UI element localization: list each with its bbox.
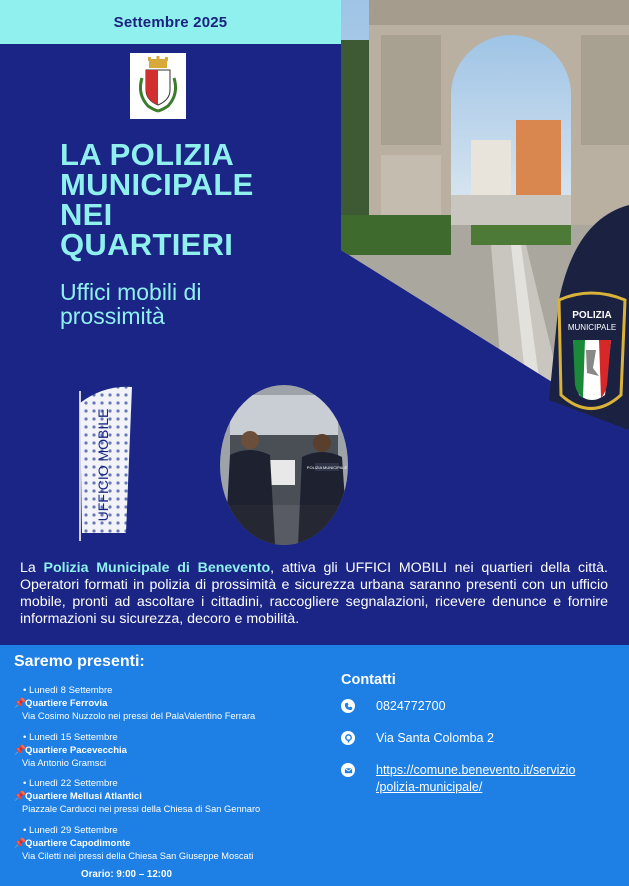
event-quarter-name: Quartiere Ferrovia: [25, 698, 108, 709]
badge-line2: MUNICIPALE: [567, 323, 617, 332]
vest-label: POLIZIA MUNICIPALE: [306, 465, 348, 470]
contact-phone: [341, 698, 446, 715]
schedule-item: [14, 684, 334, 723]
event-quarter-name: Quartiere Capodimonte: [25, 838, 131, 849]
website-link[interactable]: [376, 762, 575, 796]
top-date-band: [0, 0, 341, 44]
info-panel: [0, 645, 629, 886]
event-address: Via Ciletti nei pressi della Chiesa San Giuseppe Moscati: [22, 851, 254, 861]
police-badge: [559, 293, 625, 409]
contact-address: [341, 730, 494, 747]
banner-text: UFFICIO MOBILE: [95, 408, 111, 522]
phone-icon: [341, 699, 355, 713]
event-address: Via Antonio Gramsci: [22, 758, 107, 768]
event-address: Via Cosimo Nuzzolo nei pressi del PalaValentino Ferrara: [22, 711, 256, 721]
pin-icon: 📌: [14, 838, 26, 849]
crest-icon: [134, 56, 182, 116]
title-line: QUARTIERI: [60, 227, 234, 262]
opening-hours: Orario: 9:00 – 12:00: [81, 869, 172, 880]
event-quarter: [14, 790, 334, 803]
pin-icon: 📌: [14, 745, 26, 756]
event-quarter-name: Quartiere Mellusi Atlantici: [25, 791, 142, 802]
arch-photo: [341, 0, 629, 430]
schedule-item: [14, 777, 334, 816]
street-address: Via Santa Colomba 2: [376, 731, 494, 745]
pin-icon: 📌: [14, 791, 26, 802]
event-date: • Lunedì 29 Settembre: [23, 825, 118, 836]
intro-prefix: La: [20, 560, 44, 576]
subtitle-line: prossimità: [60, 303, 165, 329]
event-date: • Lunedì 22 Settembre: [23, 778, 118, 789]
mobile-office-photo: [220, 385, 348, 545]
schedule-item: [14, 824, 334, 863]
contact-website: [341, 762, 575, 796]
event-quarter: [14, 697, 334, 710]
website-line: https://comune.benevento.it/servizio: [376, 763, 576, 777]
mail-icon: [341, 763, 355, 777]
contacts-title: Contatti: [341, 672, 396, 688]
title-line: MUNICIPALE: [60, 167, 254, 202]
phone-number: 0824772700: [376, 699, 446, 713]
intro-org: Polizia Municipale di Benevento: [43, 560, 271, 576]
badge-line1: POLIZIA: [572, 310, 612, 321]
schedule-title: Saremo presenti:: [14, 653, 145, 670]
city-crest: [130, 53, 186, 119]
intro-body: , attiva gli UFFICI MOBILI nei quartieri della città. Operatori formati in polizia di prossimità e sicurezza urbana saranno presenti con un ufficio mobile, pronti ad ascoltare i cittadini, raccogliere segnalazioni, ricevere denunce e fornire informazioni su sicurezza, decoro e mobilità.: [20, 560, 608, 627]
schedule-item: [14, 731, 334, 770]
event-date: • Lunedì 15 Settembre: [23, 732, 118, 743]
title-line: LA POLIZIA: [60, 137, 235, 172]
event-quarter: [14, 837, 334, 850]
website-line: /polizia-municipale/: [376, 780, 483, 794]
main-title: [60, 137, 340, 262]
event-date: • Lunedì 8 Settembre: [23, 685, 113, 696]
intro-paragraph: [20, 560, 608, 628]
location-icon: [341, 731, 355, 745]
pin-icon: 📌: [14, 698, 26, 709]
feather-banner-image: [74, 383, 136, 543]
title-line: NEI: [60, 197, 113, 232]
event-quarter: [14, 744, 334, 757]
event-address: Piazzale Carducci nei pressi della Chiesa di San Gennaro: [22, 804, 261, 814]
subtitle-line: Uffici mobili di: [60, 279, 202, 305]
date-label: Settembre 2025: [113, 13, 228, 31]
event-quarter-name: Quartiere Pacevecchia: [25, 745, 127, 756]
subtitle: [60, 280, 320, 328]
